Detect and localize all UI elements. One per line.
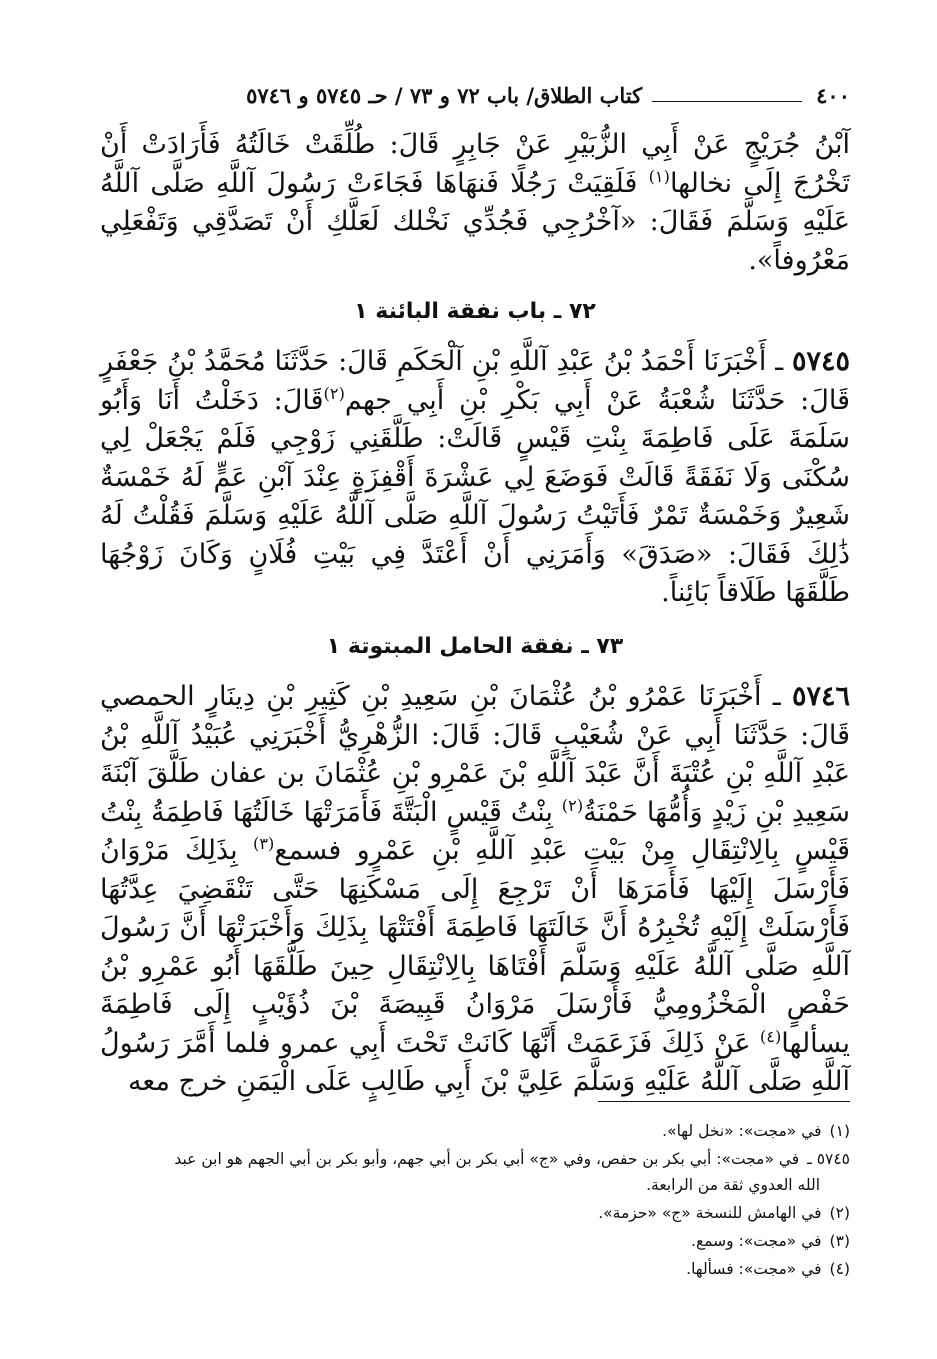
footnote-marker: ٥٧٤٥ ـ [807,1150,850,1168]
hadith-text-continued: عَنْ ذَلِكَ فَزَعَمَتْ أَنَّهَا كَانَتْ تَحْتَ أَبِي عمرو فلما أَمَّرَ رَسُولُ آللَّهِ صَلَّى آللَّهُ عَلَيْهِ وَسَلَّمَ عَلِيَّ بْنَ أَبِي طَالِبٍ عَلَى الْيَمَنِ خرج معه [100,1027,850,1097]
footnotes [100,1118,850,1284]
footnote-item [100,1256,850,1282]
footnote-marker: (١) [829,1122,850,1140]
footnote-marker: (٤) [829,1260,850,1278]
footnote-item [100,1146,850,1198]
footnote-text: في «مجت»: فسألها. [686,1260,822,1278]
section-heading-72: ٧٢ ـ باب نفقة البائنة ١ [354,299,596,324]
footnote-ref: (٢) [323,383,345,403]
footnote-text: في الهامش للنسخة «ج» «حزمة». [598,1204,822,1222]
footnote-divider [598,1101,850,1102]
hadith-text: ـ أَخْبَرَنَا عَمْرُو بْنُ عُثْمَانَ بْنِ سَعِيدِ بْنِ كَثِيرِ بْنِ دِينَارٍ الحمصي قَالَ: حَدَّثَنَا أَبِي عَنْ شُعَيْبٍ قَالَ: قَالَ: الزُّهْرِيُّ أَخْبَرَنِي عُبَيْدُ آللَّهِ بْنُ عَبْدِ آللَّهِ بْنِ عُتْبَةَ أَنَّ عَبْدَ آللَّهِ بْنَ عَمْرِو بْنِ عُثْمَانَ بن عفان طَلَّقَ آبْنَةَ سَعِيدِ بْنِ زَيْدٍ وَأُمُّهَا حَمْنَةُ [100,681,850,828]
footnote-item [100,1118,850,1144]
footnote-text: في «مجت»: وسمع. [691,1232,822,1250]
footnote-ref: (٣) [253,834,275,853]
footnote-ref: (١) [648,166,670,186]
page-number: ٤٠٠ [816,83,850,108]
section-heading-73: ٧٣ ـ نفقة الحامل المبتوتة ١ [326,634,624,659]
header-rule [652,101,802,102]
footnote-text: في «مجت»: «نخل لها». [662,1122,822,1140]
hadith-text: ـ أَخْبَرَنَا أَحْمَدُ بْنُ عَبْدِ آللَّهِ بْنِ آلْحَكَمِ قَالَ: حَدَّثَنَا مُحَمَّدُ بْنُ جَعْفَرٍ قَالَ: حَدَّثَنَا شُعْبَةُ عَنْ أَبِي بَكْرِ بْنِ أَبِي جهم [100,346,850,416]
hadith-text-continued: بِنْتُ قَيْسٍ الْبَتَّةَ فَأَمَرَتْهَا خَالَتُهَا فَاطِمَةُ بِنْتُ قَيْسٍ بِالِانْتِقَالِ مِنْ بَيْتِ عَبْدِ آللَّهِ بْنِ عَمْرٍو فسمع [100,796,850,866]
footnote-marker: (٢) [829,1204,850,1222]
hadith-number: ٥٧٤٥ [791,346,850,377]
intro-text: آبْنُ جُرَيْجٍ عَنْ أَبِي الزُّبَيْرِ عَنْ جَابِرٍ قَالَ: طُلِّقَتْ خَالَتُهُ فَأَرَادَتْ أَنْ تَخْرُجَ إِلَى نخالها [100,129,850,199]
footnote-text: في «مجت»: أبي بكر بن حفص، وفي «ج» أبي بكر بن أبي جهم، وأبو بكر بن أبي الجهم هو ابن عبد [174,1150,800,1168]
footnote-text-continued: الله العدوي ثقة من الرابعة. [646,1176,820,1194]
hadith-5745 [100,343,850,613]
intro-text-continued: فَلَقِيَتْ رَجُلًا فَنهَاهَا فَجَاءَتْ رَسُولَ آللَّهِ صَلَّى آللَّهُ عَلَيْهِ وَسَلَّمَ فَقَالَ: «آخْرُجِي فَجُدِّي نَخْلك لَعَلَّكِ أَنْ تَصَدَّقِي وَتَفْعَلِي مَعْرُوفاً». [100,167,850,276]
footnote-item [100,1200,850,1226]
hadith-number: ٥٧٤٦ [791,681,850,712]
footnote-item [100,1228,850,1254]
footnote-ref: (٤) [759,1026,782,1046]
running-title: كتاب الطلاق/ باب ٧٢ و ٧٣ / حـ ٥٧٤٥ و ٥٧٤٦ [246,83,643,108]
intro-paragraph [100,126,850,280]
footnote-ref: (٢) [561,795,584,815]
hadith-text-continued: بِذَلِكَ مَرْوَانُ فَأَرْسَلَ إِلَيْهَا فَأَمَرَهَا أَنْ تَرْجِعَ إِلَى مَسْكَنِهَا حَتَّى تَنْقَضِيَ عِدَّتُهَا فَأَرْسَلَتْ إِلَيْهِ تُخْبِرُهُ أَنَّ خَالَتَهَا فَاطِمَةَ أَفْتَتْهَا بِذَلِكَ وَأَخْبَرَتْهَا أَنَّ رَسُولَ آللَّهِ صَلَّى آللَّهُ عَلَيْهِ وَسَلَّمَ أَفْتَاهَا بِالِانْتِقَالِ حِينَ طَلَّقَهَا أَبُو عَمْرِو بْنُ حَفْصٍ الْمَخْزُومِيُّ فَأَرْسَلَ مَرْوَانُ قَبِيصَةَ بْنَ ذُؤَيْبٍ إِلَى فَاطِمَةَ يسألها [100,835,850,1059]
hadith-5746 [100,678,850,1102]
footnote-marker: (٣) [829,1232,850,1250]
running-header [96,78,850,108]
hadith-text-continued: قَالَ: دَخَلْتُ أَنَا وَأَبُو سَلَمَةَ عَلَى فَاطِمَةَ بِنْتِ قَيْسٍ قَالَتْ: طَلَّقَنِي زَوْجِي فَلَمْ يَجْعَلْ لِي سُكْنَى وَلَا نَفَقَةً قَالَتْ فَوَضَعَ لِي عَشْرَةَ أَقْفِزَةٍ عِنْدَ آبْنِ عَمٍّ لَهُ خَمْسَةٌ شَعِيرٌ وَخَمْسَةٌ تَمْرٌ فَأَتَيْتُ رَسُولَ آللَّهِ صَلَّى آللَّهُ عَلَيْهِ وَسَلَّمَ فَقُلْتُ لَهُ ذَٰلِكَ فَقَالَ: «صَدَقَ» وَأَمَرَنِي أَنْ أَعْتَدَّ فِي بَيْتِ فُلَانٍ وَكَانَ زَوْجُهَا طَلَّقَهَا طَلَاقاً بَائِناً. [100,384,850,608]
